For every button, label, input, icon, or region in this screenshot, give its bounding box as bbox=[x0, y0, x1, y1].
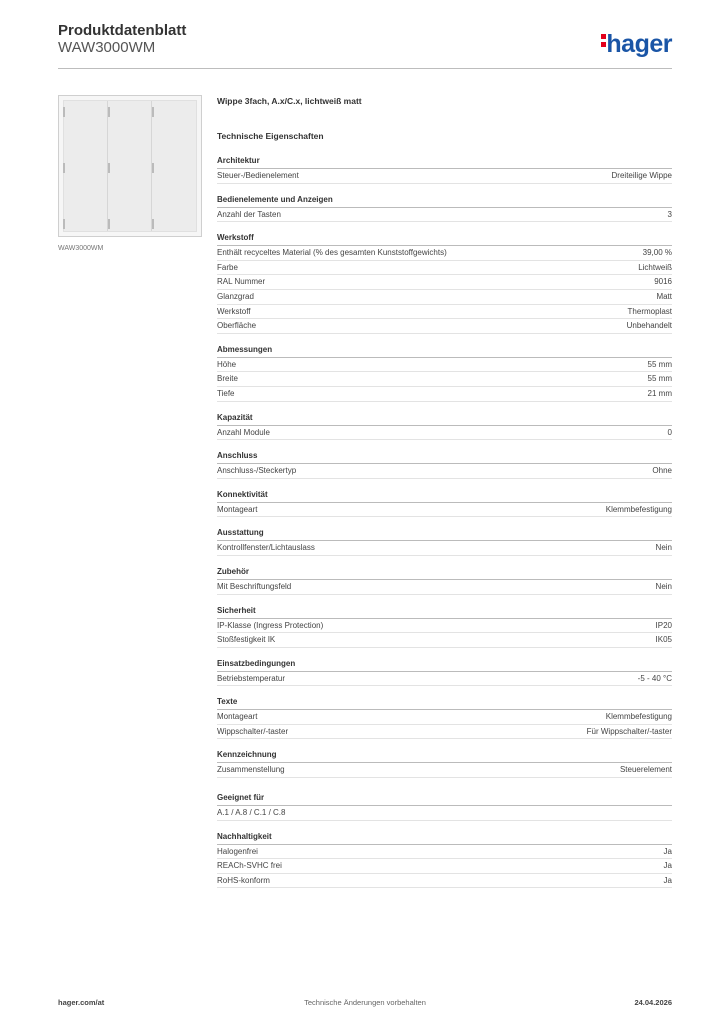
spec-value: 9016 bbox=[654, 277, 672, 287]
spec-section bbox=[217, 791, 672, 821]
spec-row bbox=[217, 710, 672, 725]
spec-row bbox=[217, 246, 672, 261]
logo-text: hager bbox=[606, 30, 672, 58]
spec-section bbox=[217, 526, 672, 556]
spec-row bbox=[217, 387, 672, 402]
footer-date: 24.04.2026 bbox=[634, 998, 672, 1007]
product-name: Wippe 3fach, A.x/C.x, lichtweiß matt bbox=[217, 96, 362, 106]
section-title: Kapazität bbox=[217, 411, 672, 426]
spec-value: Lichtweiß bbox=[638, 262, 672, 272]
footer-website: hager.com/at bbox=[58, 998, 105, 1007]
spec-label: Anzahl der Tasten bbox=[217, 209, 281, 219]
spec-row bbox=[217, 261, 672, 276]
logo-colon-icon bbox=[601, 31, 606, 50]
spec-row bbox=[217, 672, 672, 687]
spec-label: Glanzgrad bbox=[217, 291, 254, 301]
spec-row bbox=[217, 725, 672, 740]
spec-section bbox=[217, 343, 672, 402]
spec-row bbox=[217, 503, 672, 518]
rocker-2 bbox=[108, 101, 152, 231]
spec-row bbox=[217, 372, 672, 387]
spec-label: REACh-SVHC frei bbox=[217, 861, 282, 871]
product-code: WAW3000WM bbox=[58, 39, 156, 56]
spec-value: IK05 bbox=[655, 635, 672, 645]
spec-row bbox=[217, 541, 672, 556]
spec-value: 3 bbox=[667, 209, 672, 219]
spec-label: Anschluss-/Steckertyp bbox=[217, 466, 297, 476]
section-title: Konnektivität bbox=[217, 488, 672, 503]
spec-value: Thermoplast bbox=[627, 306, 672, 316]
spec-row bbox=[217, 275, 672, 290]
document-title: Produktdatenblatt bbox=[58, 22, 187, 39]
footer-disclaimer: Technische Änderungen vorbehalten bbox=[304, 998, 426, 1007]
header-divider bbox=[58, 68, 672, 69]
spec-row bbox=[217, 580, 672, 595]
spec-label: RoHS-konform bbox=[217, 875, 270, 885]
spec-label: Anzahl Module bbox=[217, 427, 270, 437]
spec-section bbox=[217, 154, 672, 184]
section-title: Architektur bbox=[217, 154, 672, 169]
spec-label: Zusammenstellung bbox=[217, 765, 285, 775]
spec-label: Breite bbox=[217, 374, 238, 384]
section-title: Werkstoff bbox=[217, 231, 672, 246]
spec-label: Montageart bbox=[217, 504, 258, 514]
section-title: Geeignet für bbox=[217, 791, 672, 806]
spec-row bbox=[217, 859, 672, 874]
spec-value: Ohne bbox=[652, 466, 672, 476]
spec-label: Farbe bbox=[217, 262, 238, 272]
section-title: Abmessungen bbox=[217, 343, 672, 358]
spec-row bbox=[217, 619, 672, 634]
section-title: Einsatzbedingungen bbox=[217, 657, 672, 672]
spec-label: IP-Klasse (Ingress Protection) bbox=[217, 620, 324, 630]
spec-value: Unbehandelt bbox=[626, 321, 672, 331]
section-title: Zubehör bbox=[217, 565, 672, 580]
spec-sheet bbox=[217, 96, 672, 897]
section-title: Texte bbox=[217, 695, 672, 710]
spec-row bbox=[217, 464, 672, 479]
spec-row bbox=[217, 208, 672, 223]
spec-row bbox=[217, 358, 672, 373]
spec-section bbox=[217, 748, 672, 778]
spec-label: Stoßfestigkeit IK bbox=[217, 635, 276, 645]
spec-section bbox=[217, 565, 672, 595]
spec-section bbox=[217, 695, 672, 739]
spec-section bbox=[217, 411, 672, 441]
spec-row bbox=[217, 845, 672, 860]
spec-label: Wippschalter/-taster bbox=[217, 726, 289, 736]
spec-value: Klemmbefestigung bbox=[605, 504, 672, 514]
spec-value: -5 - 40 °C bbox=[637, 673, 672, 683]
spec-value: Nein bbox=[655, 543, 672, 553]
section-title: Bedienelemente und Anzeigen bbox=[217, 193, 672, 208]
spec-value: 55 mm bbox=[647, 359, 672, 369]
spec-sections bbox=[217, 154, 672, 888]
spec-section bbox=[217, 830, 672, 889]
spec-section bbox=[217, 193, 672, 223]
spec-label: Enthält recyceltes Material (% des gesamten Kunststoffgewichts) bbox=[217, 248, 447, 258]
spec-value: IP20 bbox=[655, 620, 672, 630]
spec-value: 0 bbox=[667, 427, 672, 437]
page-header bbox=[58, 22, 672, 68]
spec-row bbox=[217, 305, 672, 320]
spec-label: Werkstoff bbox=[217, 306, 251, 316]
spec-row bbox=[217, 319, 672, 334]
spec-value: Für Wippschalter/-taster bbox=[586, 726, 672, 736]
spec-row bbox=[217, 806, 672, 821]
spec-label: Tiefe bbox=[217, 388, 235, 398]
spec-value: 21 mm bbox=[647, 388, 672, 398]
spec-label: Betriebstemperatur bbox=[217, 673, 286, 683]
spec-value: Ja bbox=[663, 846, 672, 856]
spec-row bbox=[217, 426, 672, 441]
spec-value: Steuerelement bbox=[619, 765, 672, 775]
spec-label: Oberfläche bbox=[217, 321, 257, 331]
spec-value: 39,00 % bbox=[642, 248, 672, 258]
spec-value: Ja bbox=[663, 861, 672, 871]
spec-row bbox=[217, 169, 672, 184]
spec-section bbox=[217, 657, 672, 687]
spec-value: Nein bbox=[655, 581, 672, 591]
spec-label: Kontrollfenster/Lichtauslass bbox=[217, 543, 315, 553]
rocker-3 bbox=[152, 101, 196, 231]
section-title: Ausstattung bbox=[217, 526, 672, 541]
spec-row bbox=[217, 633, 672, 648]
spec-section bbox=[217, 604, 672, 648]
spec-label: Montageart bbox=[217, 712, 258, 722]
hager-logo bbox=[601, 30, 672, 59]
spec-value: 55 mm bbox=[647, 374, 672, 384]
image-caption: WAW3000WM bbox=[58, 245, 104, 252]
section-title: Nachhaltigkeit bbox=[217, 830, 672, 845]
spec-row bbox=[217, 290, 672, 305]
section-title: Sicherheit bbox=[217, 604, 672, 619]
spec-section bbox=[217, 449, 672, 479]
spec-label: Mit Beschriftungsfeld bbox=[217, 581, 292, 591]
spec-section bbox=[217, 488, 672, 518]
spec-section bbox=[217, 231, 672, 334]
section-title: Anschluss bbox=[217, 449, 672, 464]
spec-row bbox=[217, 763, 672, 778]
rocker-1 bbox=[64, 101, 108, 231]
spec-heading: Technische Eigenschaften bbox=[217, 131, 324, 141]
spec-label: A.1 / A.8 / C.1 / C.8 bbox=[217, 808, 286, 818]
spec-label: Höhe bbox=[217, 359, 237, 369]
spec-value: Klemmbefestigung bbox=[605, 712, 672, 722]
spec-value: Matt bbox=[656, 291, 672, 301]
spec-label: RAL Nummer bbox=[217, 277, 266, 287]
spec-value: Ja bbox=[663, 875, 672, 885]
spec-row bbox=[217, 874, 672, 889]
product-image bbox=[58, 95, 202, 237]
spec-label: Halogenfrei bbox=[217, 846, 258, 856]
spec-label: Steuer-/Bedienelement bbox=[217, 171, 299, 180]
section-title: Kennzeichnung bbox=[217, 748, 672, 763]
spec-value: Dreiteilige Wippe bbox=[611, 171, 672, 180]
